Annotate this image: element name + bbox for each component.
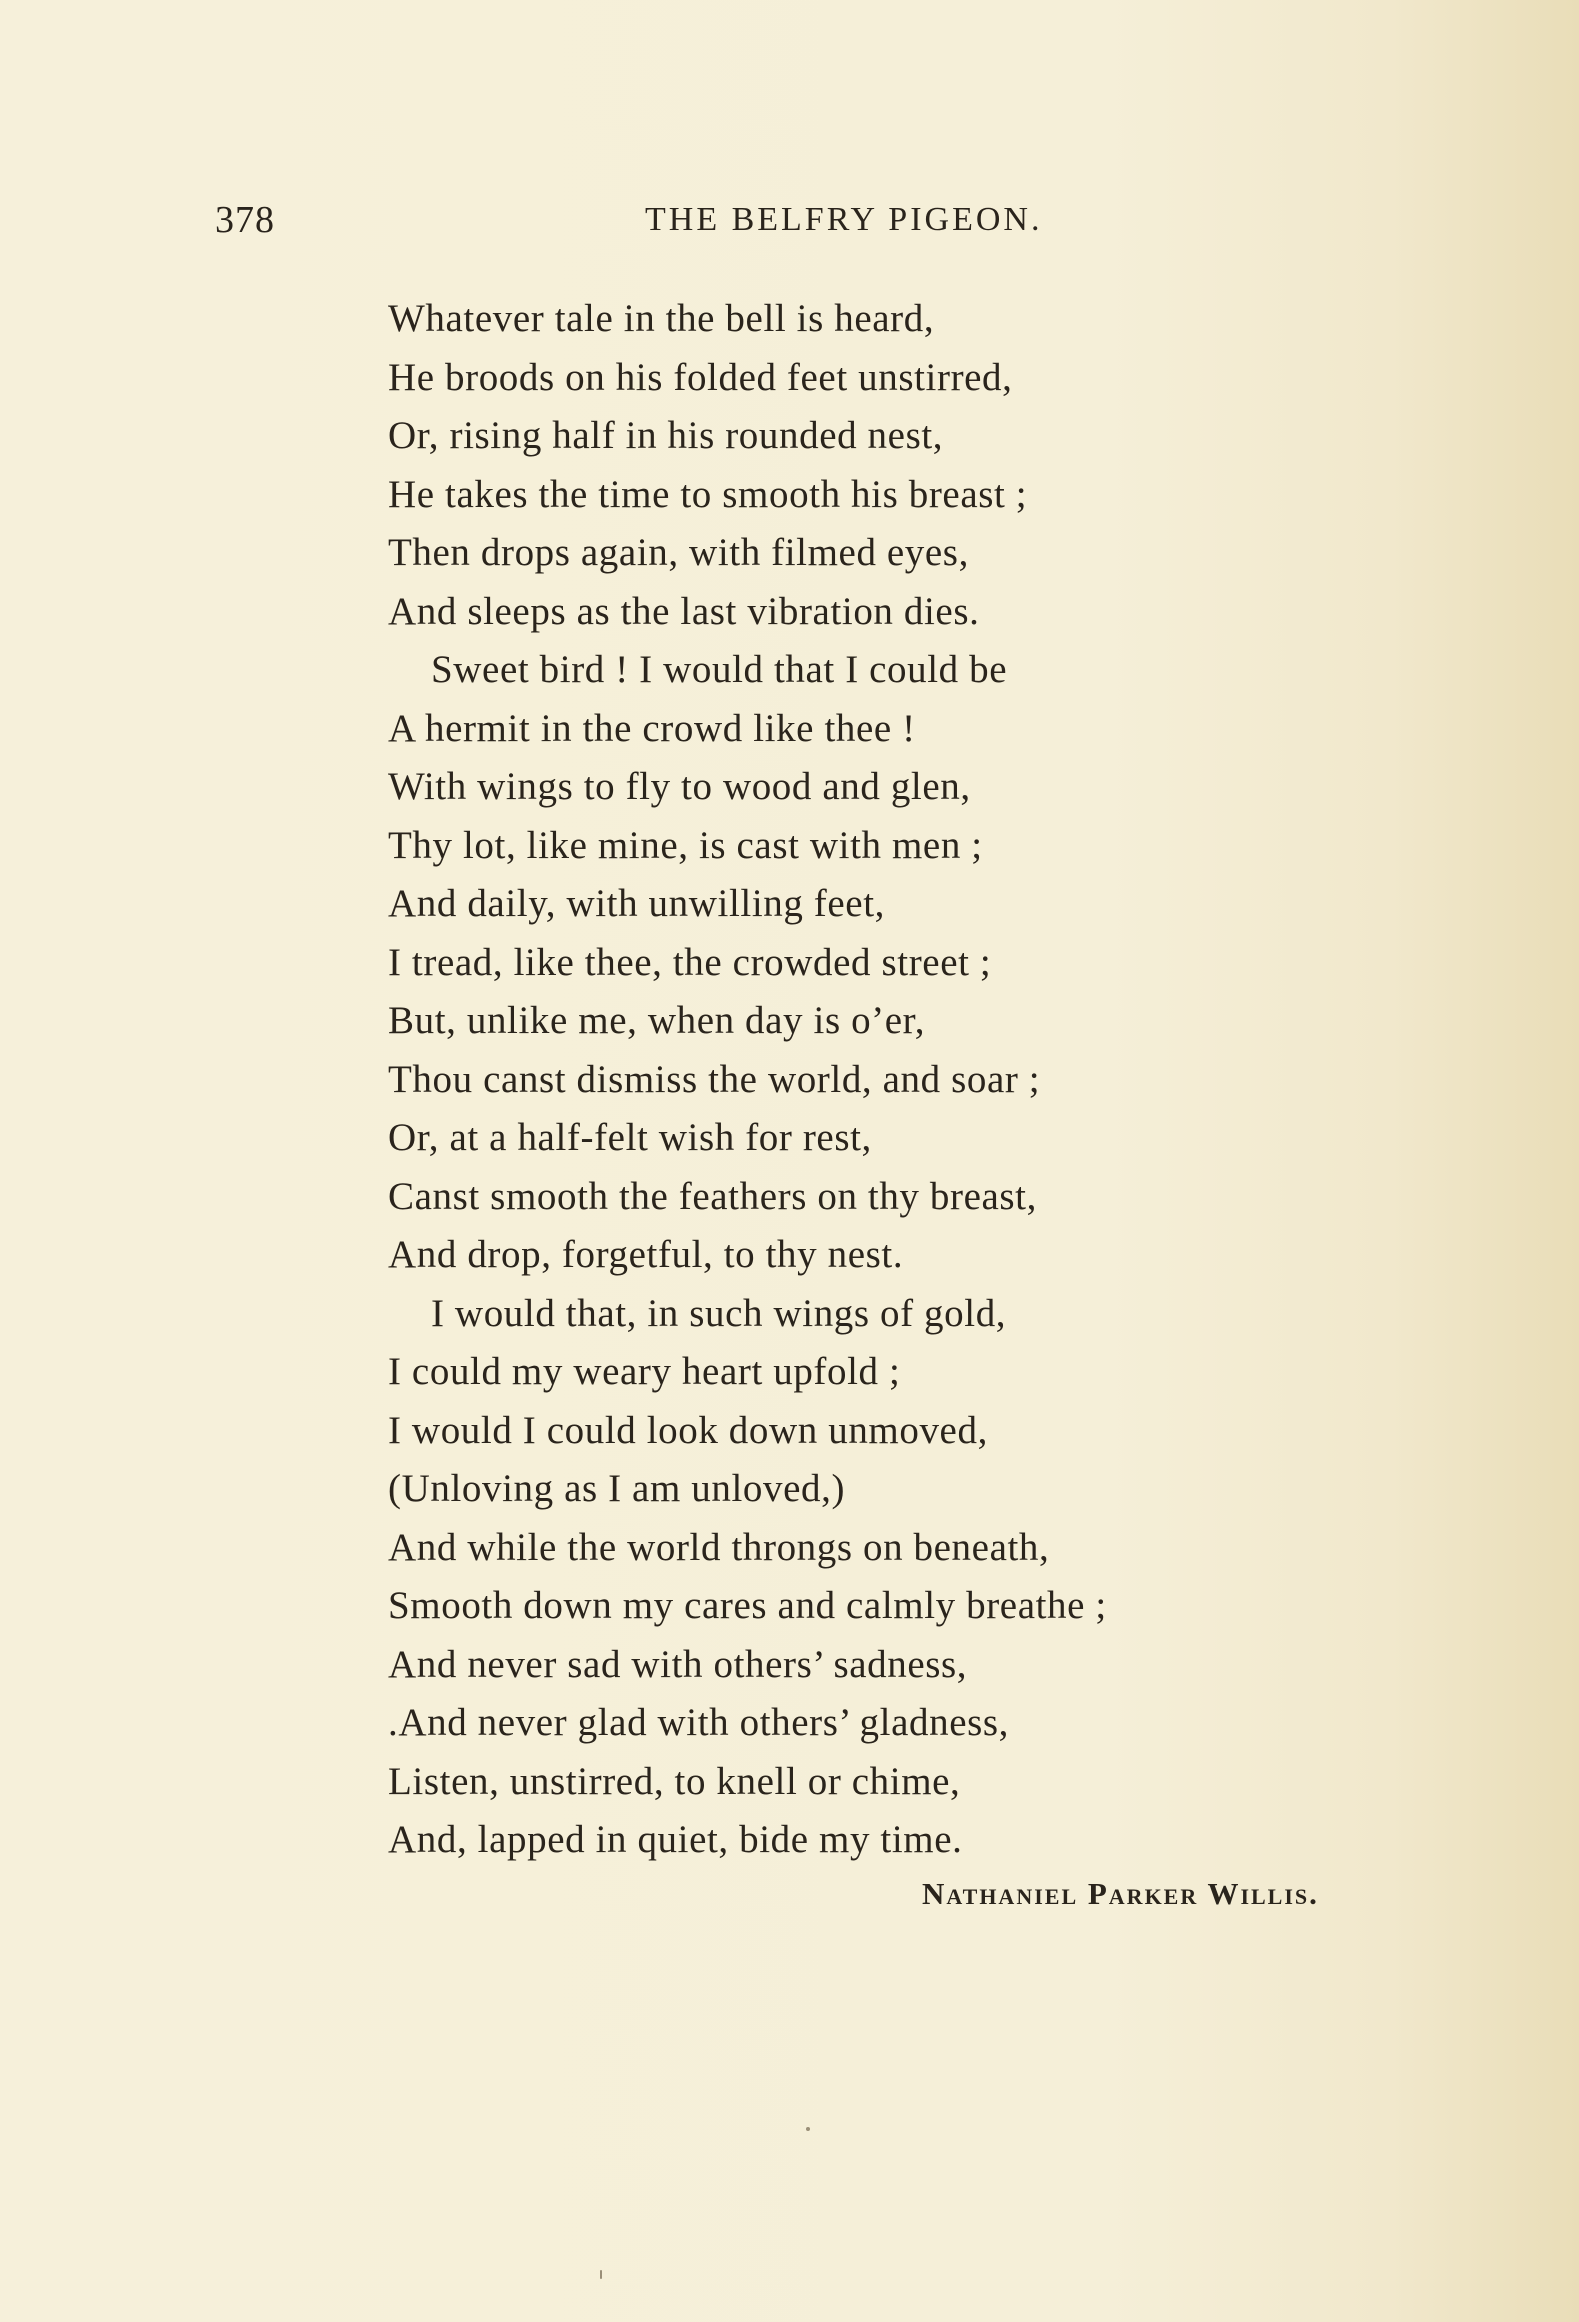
poem-line: And drop, forgetful, to thy nest. bbox=[388, 1233, 904, 1276]
poem-line: Listen, unstirred, to knell or chime, bbox=[388, 1759, 961, 1803]
poem-line: And, lapped in quiet, bide my time. bbox=[388, 1818, 963, 1861]
poem-line: I could my weary heart upfold ; bbox=[388, 1350, 901, 1393]
poem-line: And sleeps as the last vibration dies. bbox=[388, 589, 980, 633]
paper-speck bbox=[806, 2127, 810, 2131]
poem-line: (Unloving as I am unloved,) bbox=[388, 1467, 846, 1510]
poem-text bbox=[388, 290, 1388, 1870]
paper-speck bbox=[600, 2270, 602, 2279]
running-title: THE BELFRY PIGEON. bbox=[645, 201, 1043, 238]
page-number: 378 bbox=[215, 199, 275, 241]
poem-line: I would I could look down unmoved, bbox=[388, 1408, 988, 1452]
poem-line: Thou canst dismiss the world, and soar ; bbox=[388, 1057, 1041, 1101]
poem-line: With wings to fly to wood and glen, bbox=[388, 765, 971, 808]
poem-line: He broods on his folded feet unstirred, bbox=[388, 355, 1013, 399]
poem-line: Whatever tale in the bell is heard, bbox=[388, 297, 935, 340]
author-attribution: Nathaniel Parker Willis. bbox=[922, 1876, 1319, 1911]
poem-line: Canst smooth the feathers on thy breast, bbox=[388, 1174, 1037, 1218]
poem-line: .And never glad with others’ gladness, bbox=[388, 1701, 1010, 1744]
poem-line: A hermit in the crowd like thee ! bbox=[388, 706, 916, 750]
poem-line: Sweet bird ! I would that I could be bbox=[431, 648, 1008, 691]
poem-line: I tread, like thee, the crowded street ; bbox=[388, 940, 992, 984]
poem-line: Then drops again, with filmed eyes, bbox=[388, 531, 969, 574]
poem-line: And while the world throngs on beneath, bbox=[388, 1525, 1050, 1569]
poem-line: But, unlike me, when day is o’er, bbox=[388, 999, 926, 1042]
poem-line: Thy lot, like mine, is cast with men ; bbox=[388, 823, 983, 867]
poem-line: He takes the time to smooth his breast ; bbox=[388, 472, 1028, 516]
poem-line: Or, at a half-felt wish for rest, bbox=[388, 1116, 872, 1159]
poem-line: Or, rising half in his rounded nest, bbox=[388, 414, 944, 457]
poem-line: And never sad with others’ sadness, bbox=[388, 1642, 968, 1686]
poem-line: Smooth down my cares and calmly breathe ; bbox=[388, 1584, 1107, 1627]
poem-line: I would that, in such wings of gold, bbox=[431, 1291, 1007, 1335]
poem-line: And daily, with unwilling feet, bbox=[388, 882, 885, 925]
